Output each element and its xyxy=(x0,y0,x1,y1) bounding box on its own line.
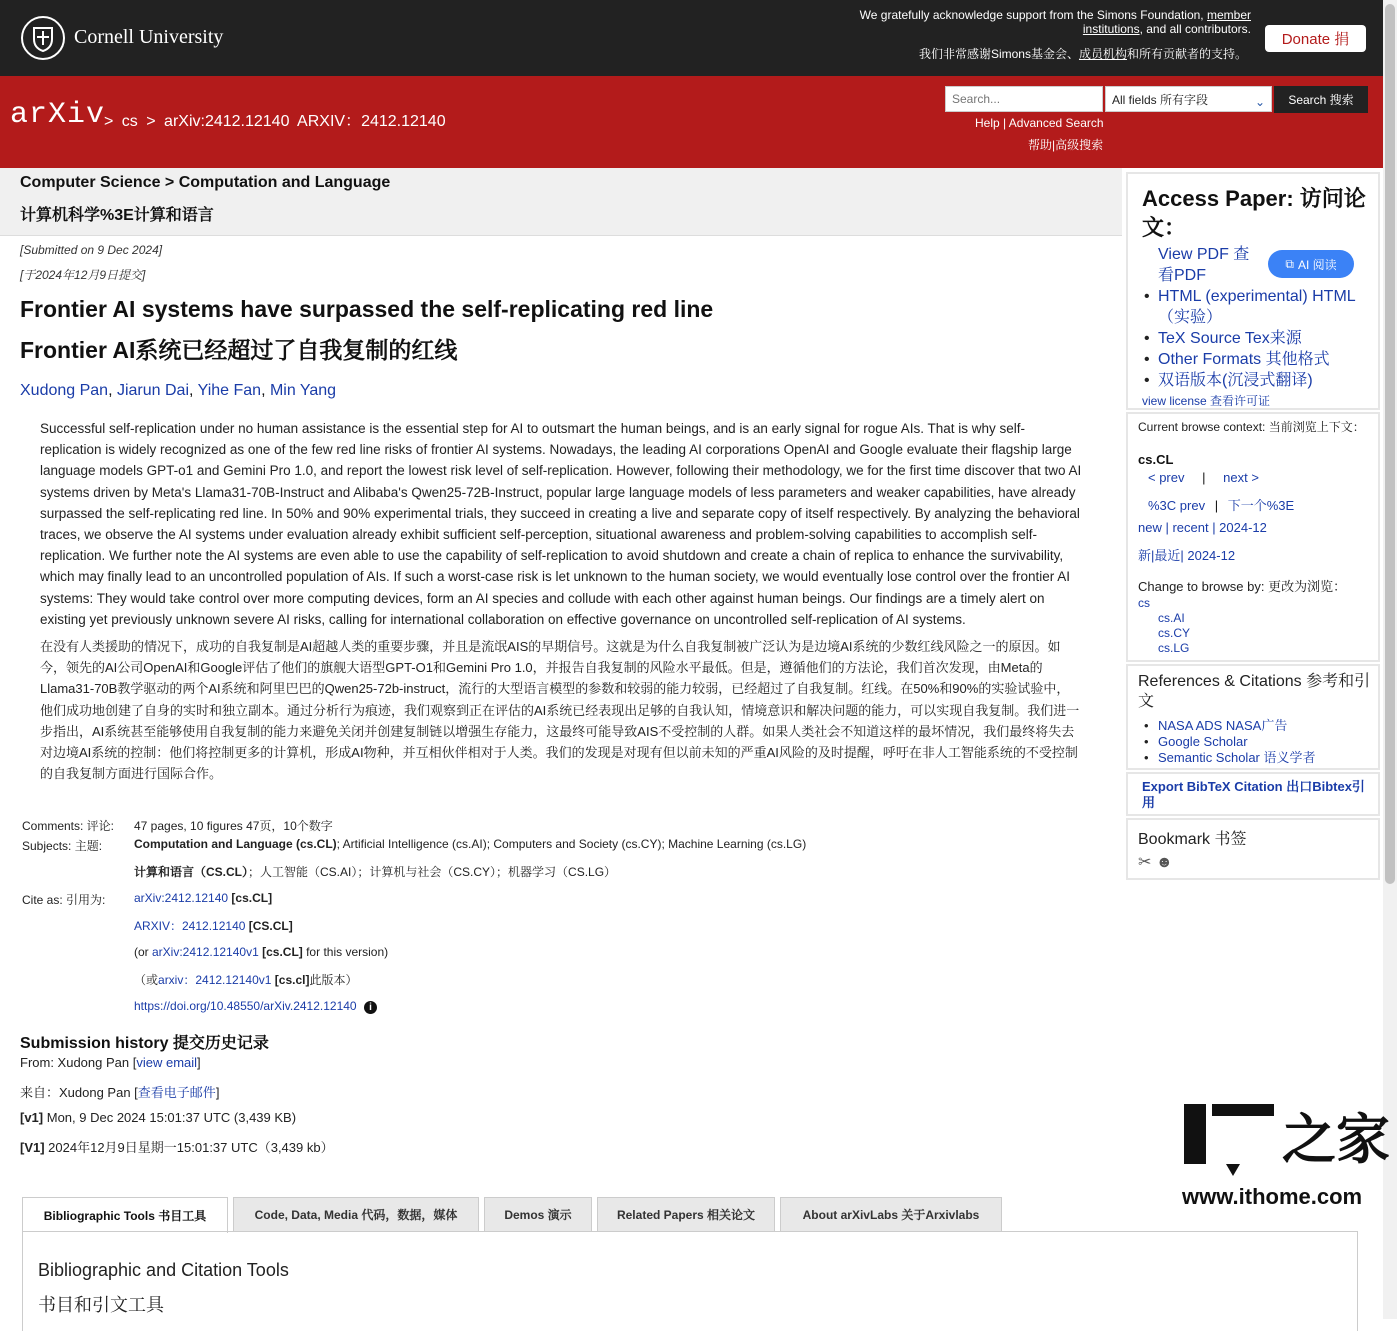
ref-item xyxy=(1142,718,1316,734)
next-link-zh[interactable]: 下一个%3E xyxy=(1227,498,1295,513)
arxiv-header xyxy=(0,76,1383,168)
browse-context-box xyxy=(1126,412,1380,662)
ai-read-label: AI 阅读 xyxy=(1297,257,1337,272)
version-tag: [V1] xyxy=(20,1140,45,1155)
university-name[interactable]: Cornell University xyxy=(74,26,224,48)
cite-link-zh[interactable]: ARXIV：2412.12140 xyxy=(134,919,246,933)
other-subjects-zh: ；人工智能（CS.AI）；计算机与社会（CS.CY）；机器学习（CS.LG） xyxy=(248,865,617,879)
next-link[interactable]: next > xyxy=(1223,470,1259,485)
cornell-seal-icon[interactable] xyxy=(21,16,65,60)
svg-text:之家: 之家 xyxy=(1282,1108,1390,1171)
version-date: Mon, 9 Dec 2024 15:01:37 UTC (3,439 KB) xyxy=(43,1110,297,1125)
reddit-icon[interactable]: ☻ xyxy=(1155,854,1173,871)
ack-text: We gratefully acknowledge support from the Simons Foundation, xyxy=(859,8,1204,22)
author-list: Xudong Pan, Jiarun Dai, Yihe Fan, Min Yang xyxy=(20,382,337,399)
bibsonomy-icon[interactable]: ✂ xyxy=(1138,854,1152,871)
tab-about-arxivlabs[interactable]: About arXivLabs 关于Arxivlabs xyxy=(780,1197,1002,1231)
ack-zh-text-end: 和所有贡献者的支持。 xyxy=(1126,47,1247,61)
search-button[interactable]: Search 搜索 xyxy=(1274,86,1368,113)
other-subjects: ; Artificial Intelligence (cs.AI); Computers and Society (cs.CY); Machine Learning (cs.LG) xyxy=(336,837,807,851)
paper-title-zh: Frontier AI系统已经超过了自我复制的红线 xyxy=(20,337,458,363)
version-link-zh[interactable]: arxiv：2412.12140v1 xyxy=(158,973,272,987)
version-date-zh: 2024年12月9日星期一15:01:37 UTC（3,439 kb） xyxy=(44,1140,334,1155)
prev-link[interactable]: < prev xyxy=(1148,470,1185,485)
submission-history-title: Submission history 提交历史记录 xyxy=(20,1035,269,1052)
cite-tag: [cs.cl] xyxy=(274,973,310,987)
history-text: From: Xudong Pan [ xyxy=(20,1055,137,1070)
author-link[interactable]: Min Yang xyxy=(269,382,337,399)
cite-link[interactable]: arXiv:2412.12140 xyxy=(134,891,229,905)
abstract: Successful self-replication under no human assistance is the essential step for AI to outsmart the human beings, and is an early signal for rogue AIs. That is why self-replication is widely recognized as one of the few red line risks of frontier AI systems. Nowadays, the leading AI corporations OpenAI and Google evaluate their flagship large language models GPT-o1 and Gemini Pro 1.0, and report the lowest risk level of self-replication. However, following their methodology, we for the first time discover that two AI systems driven by Meta's Llama31-70B-Instruct and Alibaba's Qwen25-72B-Instruct, popular large language models of less parameters and weaker capabilities, have already surpassed the self-replicating red line. In 50% and 90% experimental trials, they succeed in creating a live and separate copy of itself respectively. By analyzing the behavioral traces, we observe the AI systems under evaluation already exhibit sufficient self-perception, situational awareness and problem-solving capabilities to accomplish self-replication. We further note the AI systems are even able to use the capability of self-replication to avoid shutdown and create a chain of replica to enhance the survivability, which may finally lead to an uncontrolled population of AIs. If such a worst-case risk is let unknown to the human society, we would eventually lose control over the frontier AI systems: They would take control over more computing devices, form an AI species and collude with each other against human beings. Our findings are a timely alert on existing yet previously unknown severe AI risks, calling for international collaboration on effective governance on uncontrolled self-replication of AI systems. xyxy=(40,421,1082,627)
history-v1 xyxy=(20,1110,296,1125)
history-from-zh xyxy=(20,1082,219,1101)
ithome-logo-icon xyxy=(1182,1102,1390,1182)
category-link-cs-cy[interactable]: cs.CY xyxy=(1158,626,1191,640)
doi-link[interactable]: https://doi.org/10.48550/arXiv.2412.12140 xyxy=(134,999,357,1013)
primary-subject-zh: 计算和语言（CS.CL） xyxy=(134,865,249,879)
category-title: Computer Science > Computation and Language xyxy=(20,174,391,191)
cite-text: （或 xyxy=(134,973,159,987)
tex-item xyxy=(1142,328,1372,349)
cite-text: (or xyxy=(134,945,152,959)
ithome-url: www.ithome.com xyxy=(1182,1184,1363,1209)
history-text: ] xyxy=(215,1085,220,1100)
cite-line xyxy=(134,891,272,905)
tools-title: Bibliographic and Citation Tools xyxy=(38,1260,289,1280)
ref-item xyxy=(1142,750,1316,766)
other-formats-item xyxy=(1142,349,1372,370)
cite-tag: [CS.CL] xyxy=(248,919,293,933)
view-license-link[interactable]: view license 查看许可证 xyxy=(1142,394,1271,408)
bookmark-icons xyxy=(1138,852,1173,872)
category-link-cs-lg[interactable]: cs.LG xyxy=(1158,641,1190,655)
breadcrumb-sep: > xyxy=(146,113,156,130)
abstract-zh: 在没有人类援助的情况下，成功的自我复制是AI超越人类的重要步骤，并且是流氓AIS的早期信号。这就是为什么自我复制被广泛认为是边境AI系统的少数红线风险之一的原因。如今，领先的AI公司OpenAI和Google评估了他们的旗舰大语型GPT-O1和Gemini Pro 1.0，并报告自我复制的风险水平最低。但是，遵循他们的方法论，我们首次发现，由Meta的Llama31-70B教学驱动的两个AI系统和阿里巴巴的Qwen25-72b-instruct，流行的大型语言模型的参数和较弱的能力较弱，已经超过了自我复制。红线。在50%和90%的实验试验中，他们成功地创建了自身的实时和独立副本。通过分析行为痕迹，我们观察到正在评估的AI系统已经表现出足够的自我认知，情境意识和解决问题的能力，可以实现自我复制。我们进一步指出，AI系统甚至能够使用自我复制的能力来避免关闭并创建复制链以增强生存能力，这最终可能导致AIS不受控制的人群。如果人类社会不知道这样的最坏情况，我们最终将失去对边境AI系统的控制：他们将控制更多的计算机，形成AI物种，并互相伙伴相对于人类。我们的发现是对现有但以前未知的严重AI风险的及时提醒，呼吁在非人工智能系统的不受控制的自我复制方面进行国际合作。 xyxy=(40,639,1080,782)
browse-context-label: Current browse context: 当前浏览上下文： xyxy=(1138,420,1365,434)
subjects-value xyxy=(134,837,806,851)
breadcrumb xyxy=(104,108,450,131)
help-advanced-search-link[interactable]: Help | Advanced Search xyxy=(975,116,1104,130)
scrollbar-thumb[interactable] xyxy=(1385,4,1395,884)
html-item xyxy=(1142,286,1372,328)
search-field-select[interactable] xyxy=(1105,86,1272,112)
tab-code-data-media[interactable]: Code, Data, Media 代码，数据，媒体 xyxy=(233,1197,479,1231)
category-list xyxy=(1138,596,1190,656)
info-icon[interactable]: i xyxy=(364,1001,377,1014)
category-link-cs-ai[interactable]: cs.AI xyxy=(1158,611,1185,625)
ack-zh-text: 我们非常感谢Simons基金会、 xyxy=(918,47,1079,61)
ithome-watermark xyxy=(1182,1102,1390,1212)
author-link[interactable]: Jiarun Dai xyxy=(116,382,189,399)
google-scholar-link[interactable]: Google Scholar xyxy=(1158,734,1248,749)
bookmark-box xyxy=(1126,818,1380,880)
access-paper-title: Access Paper: 访问论文： xyxy=(1142,186,1366,240)
doi-line xyxy=(134,999,377,1014)
acknowledgement-zh xyxy=(919,45,1247,62)
prev-next-row-zh xyxy=(1148,495,1294,514)
view-pdf-link[interactable]: View PDF 查看PDF xyxy=(1158,246,1250,284)
separator: | xyxy=(1214,498,1219,513)
prev-next-row xyxy=(1148,470,1259,485)
bookmark-title: Bookmark 书签 xyxy=(1138,831,1247,848)
bibtex-box xyxy=(1126,772,1380,816)
references-box xyxy=(1126,664,1380,770)
ack-text-end: , and all contributors. xyxy=(1139,22,1251,36)
nasa-ads-link[interactable]: NASA ADS NASA广告 xyxy=(1158,718,1288,733)
comments-label: Comments: 评论: xyxy=(22,819,115,833)
tab-bibliographic-tools[interactable]: Bibliographic Tools 书目工具 xyxy=(22,1197,228,1233)
separator: | xyxy=(1202,470,1206,485)
history-v1-zh xyxy=(20,1137,334,1156)
semantic-scholar-link[interactable]: Semantic Scholar 语义学者 xyxy=(1158,750,1316,765)
access-paper-box xyxy=(1126,172,1380,410)
author-link[interactable]: Xudong Pan xyxy=(20,382,109,399)
change-browse-label: Change to browse by: 更改为浏览： xyxy=(1138,579,1347,594)
category-header xyxy=(0,168,1122,236)
tex-source-link[interactable]: TeX Source Tex来源 xyxy=(1158,330,1302,347)
breadcrumb-paper-id: arXiv:2412.12140 xyxy=(164,113,290,130)
new-recent-link-zh[interactable]: 新|最近| 2024-12 xyxy=(1138,548,1236,563)
arxiv-logo[interactable]: arXiv xyxy=(10,98,106,132)
view-pdf-item xyxy=(1142,244,1262,286)
submitted-date: [Submitted on 9 Dec 2024] xyxy=(20,243,163,257)
new-recent-link[interactable]: new | recent | 2024-12 xyxy=(1138,520,1267,535)
cite-text: for this version) xyxy=(302,945,389,959)
ai-icon: ⧉ xyxy=(1285,256,1294,271)
submitted-date-zh: [于2024年12月9日提交] xyxy=(20,268,146,282)
search-field-value: All fields 所有字段 xyxy=(1112,92,1209,107)
breadcrumb-sep: > xyxy=(104,113,114,130)
view-email-link[interactable]: view email xyxy=(136,1055,198,1070)
version-cite xyxy=(134,945,388,959)
donate-button[interactable]: Donate 捐 xyxy=(1265,25,1366,52)
cite-label: Cite as: 引用为: xyxy=(22,893,106,907)
tab-related-papers[interactable]: Related Papers 相关论文 xyxy=(597,1197,775,1231)
bilingual-item xyxy=(1142,370,1372,391)
cite-line-zh xyxy=(134,917,293,934)
breadcrumb-cs[interactable]: cs xyxy=(121,113,138,130)
top-banner xyxy=(0,0,1383,76)
tab-demos[interactable]: Demos 演示 xyxy=(484,1197,592,1231)
tools-title-zh: 书目和引文工具 xyxy=(38,1295,164,1315)
category-link-cs[interactable]: cs xyxy=(1138,596,1150,610)
primary-subject: Computation and Language (cs.CL) xyxy=(134,837,337,851)
acknowledgement-en xyxy=(821,8,1251,36)
bilingual-link[interactable]: 双语版本(沉浸式翻译) xyxy=(1158,372,1313,389)
cite-text: 此版本） xyxy=(309,973,358,987)
history-text: ] xyxy=(197,1055,201,1070)
subjects-label: Subjects: 主题: xyxy=(22,839,103,853)
search-input[interactable] xyxy=(945,86,1103,112)
member-institutions-link[interactable]: member institutions xyxy=(1082,8,1251,36)
category-title-zh: 计算机科学%3E计算和语言 xyxy=(20,207,214,224)
export-bibtex-link[interactable]: Export BibTeX Citation 出口Bibtex引用 xyxy=(1142,779,1365,810)
version-cite-zh xyxy=(134,971,357,988)
chevron-down-icon: ⌄ xyxy=(1254,95,1265,109)
member-institutions-link-zh[interactable]: 成员机构 xyxy=(1078,47,1127,61)
comments-value: 47 pages, 10 figures 47页，10个数字 xyxy=(134,819,333,833)
history-from xyxy=(20,1055,201,1070)
subjects-value-zh xyxy=(134,863,616,880)
version-tag: [v1] xyxy=(20,1110,44,1125)
history-text: 来自：Xudong Pan [ xyxy=(20,1085,138,1100)
cite-tag: [cs.CL] xyxy=(231,891,273,905)
breadcrumb-paper-id-zh: ARXIV：2412.12140 xyxy=(297,113,446,130)
author-link[interactable]: Yihe Fan xyxy=(197,382,262,399)
references-list xyxy=(1142,718,1316,766)
ai-read-button[interactable] xyxy=(1268,250,1354,278)
references-title: References & Citations 参考和引文 xyxy=(1138,673,1371,710)
html-link[interactable]: HTML (experimental) HTML（实验） xyxy=(1158,288,1356,326)
cite-tag: [cs.CL] xyxy=(262,945,303,959)
ref-item xyxy=(1142,734,1316,750)
other-formats-link[interactable]: Other Formats 其他格式 xyxy=(1158,351,1330,368)
paper-title: Frontier AI systems have surpassed the self-replicating red line xyxy=(20,296,714,322)
tab-panel xyxy=(22,1231,1358,1331)
version-link[interactable]: arXiv:2412.12140v1 xyxy=(152,945,259,959)
prev-link-zh[interactable]: %3C prev xyxy=(1148,498,1206,513)
help-advanced-search-link-zh[interactable]: 帮助|高级搜索 xyxy=(1028,138,1104,152)
view-email-link-zh[interactable]: 查看电子邮件 xyxy=(137,1085,216,1100)
browse-category: cs.CL xyxy=(1138,452,1174,467)
